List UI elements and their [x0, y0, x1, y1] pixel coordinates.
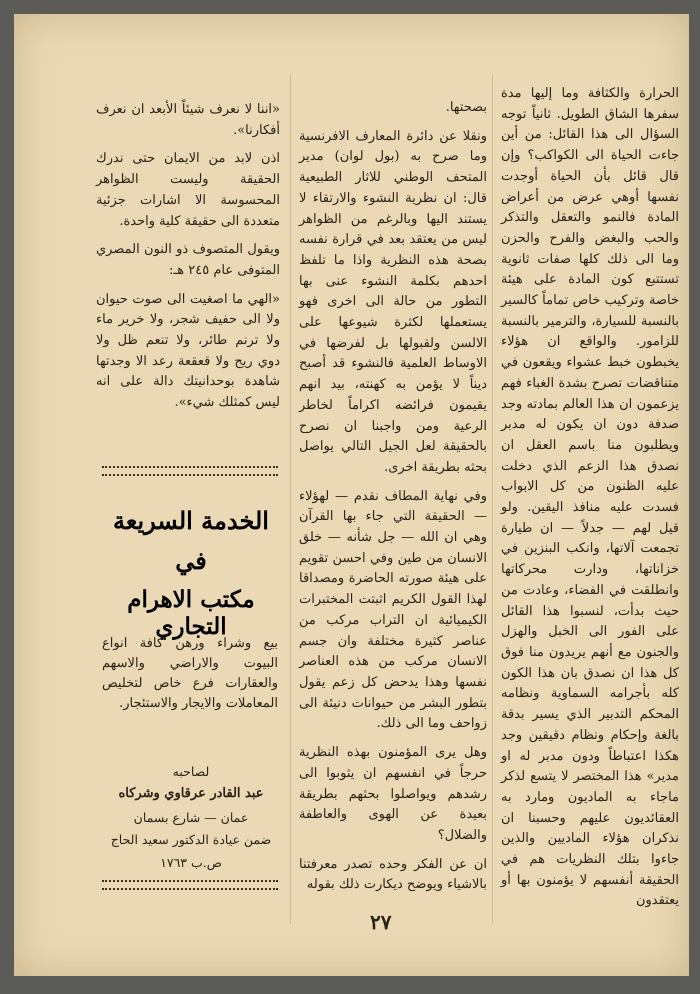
paragraph: ونقلا عن دائرة المعارف الافرنسية وما صرح به (بول لوان) مدير المتحف الوطني للاثار الطبيعية قال: ان نظرية النشوء والارتقاء لا يستند اليها وبالرغم من الظواهر ليس من يعتقد بعد في قرارة نفسه بصحة هذه النظرية واذا ما تلفظ احدهم بكلمة النشوء عنى بها التطور من حالة الى اخرى فهو يستعملها لكثرة شيوعها على الالسن ولقبولها بل لفرضها في الاوساط العلمية فالنشوء قد أصبح ديناً لا يؤمن به كهنته، بيد انهم يقيمون فرائضه اكراماً لخاطر الرعية ومن واجبنا ان نصرح بالحقيقة لعل الجيل التالي يواصل بحثه بطريقة اخرى.	[299, 128, 487, 475]
middle-column	[299, 98, 487, 904]
ad-bottom-rule	[102, 880, 278, 890]
ad-title-line2: في	[175, 546, 207, 575]
ad-title-line1: الخدمة السريعة	[113, 506, 269, 535]
ad-top-rule	[102, 466, 278, 476]
left-column	[96, 100, 280, 422]
column-divider	[290, 74, 291, 924]
quote: «اننا لا نعرف شيئاً الأبعد ان نعرف أفكارنا».	[96, 102, 280, 138]
magazine-page	[14, 14, 689, 976]
paragraph: وهل يرى المؤمنون بهذه النظرية حرجاً في انفسهم ان يثوبوا الى رشدهم ويواصلوا بحثهم بطريقة بعيدة عن الهوى والعاطفة والضلال؟	[299, 745, 487, 843]
ad-body: بيع وشراء ورهن كافة انواع البيوت والاراضي والاسهم والعقارات فرع خاص لتخليص المعاملات والايجار والاستئجار.	[102, 636, 278, 711]
ad-po-box: ص.ب ١٧٦٣	[160, 855, 222, 870]
paragraph: وفي نهاية المطاف نقدم — لهؤلاء — الحقيقة التي جاء بها القرآن وهي ان الله — جل شأنه — خلق الانسان من طين وفي احسن تقويم على هيئة صورته الحاضرة ومصداقا لهذا القول الكريم اثبتت المختبرات الكيميائية ان التراب مركب من عناصر كثيرة مختلفة وان جسم الانسان مركب من هذه العناصر نفسها وهذا يدحض كل زعم يقول بتطور البشر من حيوانات دنيئة الى زواحف وما الى ذلك.	[299, 488, 487, 732]
paragraph: بصحتها.	[445, 100, 487, 115]
paragraph: اذن لابد من الايمان حتى ندرك الحقيقة وليست الظواهر المحسوسة الا اشارات جزئية متعددة الى حقيقة كلية واحدة.	[96, 151, 280, 229]
ad-owner-name: عبد القادر عرقاوي وشركاه	[118, 786, 264, 801]
ad-title-line3: مكتب الاهرام التجاري	[127, 586, 255, 640]
right-column	[501, 84, 679, 920]
ad-owner-label: لصاحبه	[172, 764, 210, 779]
page-number: ٢٧	[370, 910, 392, 934]
ad-address-line1: عمان — شارع بسمان	[133, 810, 249, 825]
ad-address-line2: ضمن عيادة الدكتور سعيد الحاج	[110, 832, 272, 847]
paragraph: ويقول المتصوف ذو النون المصري المتوفى عام ٢٤٥ هـ:	[96, 242, 280, 278]
paragraph: ان عن الفكر وحده تصدر معرفتنا بالاشياء ويوضح ديكارت ذلك بقوله	[299, 856, 487, 893]
column-divider	[492, 74, 493, 924]
paragraph: الحرارة والكثافة وما إليها مدة سفرها الشاق الطويل. ثانياً توجه السؤال الى هذا القائل: من أين جاءت الحياة الى الكواكب؟ وإن قال قائل بأن الحياة أوجدت نفسها أوهي عرض من أعراض المادة فالنمو والتعقل والتذكر والحب والبغض والفرح والحزن وما الى ذلك كلها صفات ثانوية تستتبع كون المادة على هيئة خاصة وتركيب خاص تماماً كالسير بالنسبة للسيارة، والترمير بالنسبة للزامور. والواقع ان هؤلاء يخبطون خبط عشواء ويقعون في متناقضات تصرح بشدة الغباء فهم يزعمون ان هذا العالم بمادته وجد صدفة دون ان يكون له مدبر ويطلبون منا باسم العقل ان نصدق هذا الزعم الذي دخلت عليه الظنون من كل الابواب فسدت عليه منافذ اليقين. ولو قيل لهم — جدلاً — ان طيارة تجمعت آلاتها، وانكب البنزين في خزاناتها، ودارت محركاتها وانطلقت في الفضاء، وعادت من حيث بدأت، لنسبوا هذا القائل على الفور الى الخبل والهزل والجنون مع أنهم يريدون منا فوق كل هذا ان نصدق بان هذا الكون كله بأجرامه السماوية ونظامه المحكم التدبير الذي يسير بدقة بالغة وإحكام ونظام دقيقين وجد هكذا اعتباطاً ودون مدبر له او مدير» هذا المختصر لا يتسع لذكر ماجاء به الماديون ومارد به العقائديون عليهم وحسبنا ان نذكران هؤلاء الماديين والذين جاءوا بتلك النظريات هم في الحقيقة أنفسهم لا يؤمنون بها أو يعتقدون	[501, 86, 679, 909]
quote: «الهي ما اصغيت الى صوت حيوان ولا الى حفيف شجر، ولا خرير ماء ولا ترنم طائر، ولا تنعم ظل ولا دوي ريح ولا قعقعة رعد الا وجدتها شاهدة بوحدانيتك دالة على انه ليس كمثلك شيء».	[96, 291, 280, 411]
